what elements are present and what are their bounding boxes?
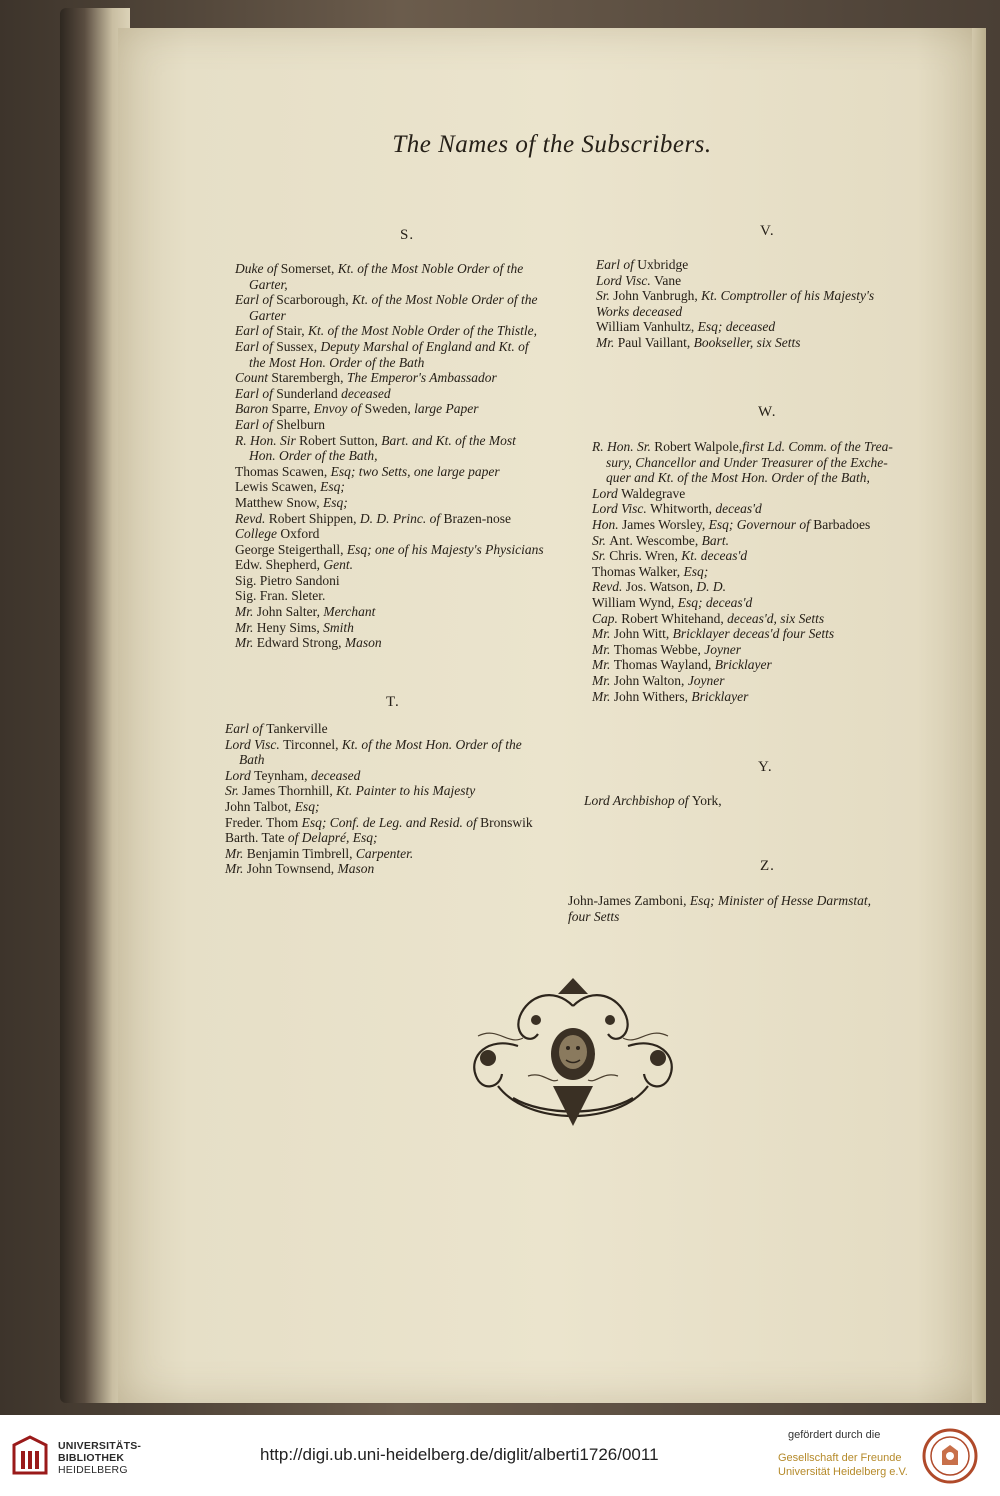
entry-text: Duke xyxy=(235,261,264,276)
entry-text: Kt. of the Most Noble Order of the Thistle, xyxy=(308,323,537,339)
subscriber-entry xyxy=(225,752,533,768)
entry-text: Bronswik xyxy=(480,814,533,830)
subscriber-entry xyxy=(592,626,893,642)
entry-text: Baron xyxy=(235,401,272,417)
entry-text: Teynham, xyxy=(254,767,311,783)
subscriber-entry xyxy=(592,501,893,517)
subscriber-entry xyxy=(235,464,544,480)
subscriber-entry xyxy=(568,909,871,925)
entry-text: Lord xyxy=(592,485,622,501)
section-letter-z: Z. xyxy=(760,858,775,874)
entry-text: Deputy Marshal of England and Kt. of xyxy=(320,338,529,354)
section-letter-v: V. xyxy=(760,223,775,239)
entry-text: Chris. Wren, xyxy=(609,548,682,564)
entry-text: Ant. Wescombe, xyxy=(609,532,702,548)
entry-text: John Walton, xyxy=(613,672,688,688)
entry-text: Smith xyxy=(323,619,354,635)
entry-text: Lord xyxy=(225,767,255,783)
entry-text: Bart. xyxy=(701,532,730,548)
entry-text: Envoy of xyxy=(313,401,365,417)
entry-text: Paul Vaillant, xyxy=(617,334,694,350)
entry-text: Stair, xyxy=(276,323,308,339)
entry-text: Shelburn xyxy=(276,416,326,432)
subscriber-entry xyxy=(592,673,893,689)
subscriber-entry xyxy=(225,721,533,737)
entry-text: John Vanbrugh, xyxy=(613,288,702,304)
entry-text: Uxbridge xyxy=(637,257,689,272)
entry-text: Mason xyxy=(344,635,382,651)
subscriber-entry xyxy=(225,799,533,815)
entry-text: Sunderland xyxy=(276,385,342,401)
entry-text: Sr. xyxy=(225,783,243,799)
entry-text: Carpenter. xyxy=(355,845,414,861)
entry-text: Garter xyxy=(249,307,286,323)
subscriber-entry xyxy=(235,604,544,620)
subscriber-entry xyxy=(568,893,871,909)
entry-text: Mr. xyxy=(225,845,247,861)
subscriber-entry xyxy=(592,470,893,486)
entry-text: of xyxy=(262,338,277,354)
subscriber-entry xyxy=(596,257,874,273)
subscriber-entry xyxy=(235,479,544,495)
entry-text: Sweden, xyxy=(364,401,415,417)
entry-text: of xyxy=(252,721,267,736)
entry-text: Mr. xyxy=(235,619,257,635)
entry-text: Kt. of the Most Hon. Order of the xyxy=(341,736,522,752)
subscribers-list-y xyxy=(584,793,722,809)
entry-text: Esq; Minister of Hesse Darmstat, xyxy=(689,893,871,908)
subscriber-entry xyxy=(235,355,544,371)
entry-text: Esq; one of his Majesty's Physicians xyxy=(346,541,544,557)
subscriber-entry xyxy=(592,455,893,471)
entry-text: John Talbot, xyxy=(225,798,295,814)
entry-text: Mr. xyxy=(235,604,257,620)
subscriber-entry xyxy=(596,273,874,289)
subscriber-entry xyxy=(596,319,874,335)
subscriber-entry xyxy=(235,526,544,542)
entry-text: Lord Visc. xyxy=(596,272,655,288)
entry-text: Kt. Painter to his Majesty xyxy=(336,783,476,799)
entry-text: John Salter, xyxy=(256,604,324,620)
entry-text: Earl xyxy=(235,416,263,432)
subscriber-entry xyxy=(235,635,544,651)
subscriber-entry xyxy=(235,542,544,558)
page-title: The Names of the Subscribers. xyxy=(392,131,712,158)
entry-text: Freder. Thom xyxy=(225,814,302,830)
entry-text: Whitworth, xyxy=(650,501,716,517)
entry-text: D. D. xyxy=(696,579,727,595)
entry-text: Robert Whitehand, xyxy=(621,610,728,626)
entry-text: John-James Zamboni, xyxy=(568,893,690,908)
entry-text: Garter, xyxy=(249,276,288,292)
entry-text: Earl xyxy=(596,257,624,272)
entry-text: James Worsley, xyxy=(622,516,709,532)
entry-text: of xyxy=(262,323,277,339)
book-page xyxy=(118,28,986,1403)
library-name-line1: UNIVERSITÄTS- xyxy=(58,1440,142,1452)
entry-text: Works deceased xyxy=(596,303,683,319)
entry-text: Benjamin Timbrell, xyxy=(246,845,356,861)
entry-text: Edward Strong, xyxy=(256,635,345,651)
entry-text: Barth. Tate xyxy=(225,830,288,846)
library-name-line2: BIBLIOTHEK xyxy=(58,1452,125,1464)
section-letter-y: Y. xyxy=(758,759,773,775)
subscriber-entry xyxy=(235,495,544,511)
entry-text: Count xyxy=(235,370,272,386)
entry-text: Robert Sutton, xyxy=(299,432,382,448)
subscriber-entry xyxy=(592,642,893,658)
entry-text: sury, Chancellor and Under Treasurer of the Exche- xyxy=(606,454,888,470)
entry-text: Robert Walpole, xyxy=(654,439,743,454)
entry-text: Edw. Shepherd, xyxy=(235,557,324,573)
entry-text: Tirconnel, xyxy=(283,736,342,752)
entry-text: Esq; xyxy=(683,563,709,579)
subscriber-entry xyxy=(235,277,544,293)
subscriber-entry xyxy=(225,768,533,784)
entry-text: Joyner xyxy=(687,672,725,688)
entry-text: Lewis Scawen, xyxy=(235,479,321,495)
entry-text: of xyxy=(262,416,277,432)
entry-text: Kt. Comptroller of his Majesty's xyxy=(701,288,875,304)
entry-text: Mr. xyxy=(596,334,618,350)
entry-text: of xyxy=(262,292,277,308)
subscriber-entry xyxy=(235,511,544,527)
entry-text: Mr. xyxy=(235,635,257,651)
entry-text: Esq; xyxy=(320,479,345,495)
entry-text: Brazen-nose xyxy=(443,510,511,526)
entry-text: Kt. of the Most Noble Order of the xyxy=(352,292,538,308)
entry-text: R. Hon. Sr. xyxy=(592,439,655,454)
entry-text: Gent. xyxy=(323,557,353,573)
entry-text: deceased xyxy=(341,385,391,401)
entry-text: Esq; two Setts, one large paper xyxy=(330,463,500,479)
subscribers-list-z xyxy=(568,893,871,924)
subscriber-entry xyxy=(592,579,893,595)
entry-text: Bricklayer xyxy=(691,688,749,704)
subscriber-entry xyxy=(225,830,533,846)
entry-text: Mr. xyxy=(592,688,614,704)
entry-text: Mr. xyxy=(592,657,614,673)
entry-text: Earl xyxy=(225,721,253,736)
entry-text: Revd. xyxy=(235,510,269,526)
section-letter-w: W. xyxy=(758,404,777,420)
entry-text: Esq; deceased xyxy=(697,319,776,335)
subscriber-entry xyxy=(592,439,893,455)
entry-text: College xyxy=(235,526,281,542)
entry-text: Kt. deceas'd xyxy=(681,548,748,564)
subscriber-entry xyxy=(225,737,533,753)
entry-text: York, xyxy=(691,793,722,808)
entry-text: large Paper xyxy=(414,401,479,417)
entry-text: Bath xyxy=(239,752,265,768)
entry-text: John Witt, xyxy=(613,626,673,642)
entry-text: Mason xyxy=(337,861,375,877)
entry-text: Esq; Governour of xyxy=(708,516,814,532)
footer-bar xyxy=(0,1415,1000,1496)
entry-text: Mr. xyxy=(592,626,614,642)
entry-text: Matthew Snow, xyxy=(235,494,323,510)
entry-text: Sig. Fran. Sleter. xyxy=(235,588,326,604)
entry-text: Vane xyxy=(654,272,682,288)
entry-text: Thomas Wayland, xyxy=(613,657,715,673)
entry-text: Tankerville xyxy=(266,721,328,736)
entry-text: R. Hon. Sir xyxy=(235,432,300,448)
subscriber-entry xyxy=(225,846,533,862)
funded-by-label: gefördert durch die xyxy=(788,1429,881,1441)
subscriber-entry xyxy=(235,448,544,464)
university-seal-icon xyxy=(922,1427,978,1485)
section-letter-s: S. xyxy=(400,227,415,243)
entry-text: the Most Hon. Order of the Bath xyxy=(249,354,425,370)
entry-text: Jos. Watson, xyxy=(625,579,697,595)
entry-text: Earl xyxy=(235,338,263,354)
entry-text: of xyxy=(262,385,277,401)
entry-text: Sparre, xyxy=(271,401,314,417)
subscribers-list-t xyxy=(225,721,533,877)
subscriber-entry xyxy=(235,417,544,433)
entry-text: Earl xyxy=(235,292,263,308)
entry-text: Lord Visc. xyxy=(592,501,651,517)
subscriber-entry xyxy=(592,657,893,673)
subscriber-entry xyxy=(592,486,893,502)
subscribers-list-w xyxy=(592,439,893,704)
entry-text: Hon. xyxy=(592,516,622,532)
entry-text: Mr. xyxy=(225,861,247,877)
subscriber-entry xyxy=(235,573,544,589)
entry-text: Scarborough, xyxy=(276,292,353,308)
entry-text: first Ld. Comm. of the Trea- xyxy=(742,439,893,454)
subscriber-entry xyxy=(592,564,893,580)
page-edge xyxy=(972,28,986,1403)
entry-text: Mr. xyxy=(592,641,614,657)
subscriber-entry xyxy=(592,548,893,564)
entry-text: Barbadoes xyxy=(813,516,871,532)
entry-text: Esq; deceas'd xyxy=(677,594,753,610)
entry-text: Earl xyxy=(235,385,263,401)
entry-text: Joyner xyxy=(704,641,742,657)
subscriber-entry xyxy=(596,288,874,304)
subscriber-entry xyxy=(235,557,544,573)
subscriber-entry xyxy=(592,517,893,533)
entry-text: Robert Shippen, xyxy=(268,510,360,526)
entry-text: Sr. xyxy=(592,548,610,564)
entry-text: Sr. xyxy=(592,532,610,548)
entry-text: Waldegrave xyxy=(621,485,686,501)
entry-text: Thomas Scawen, xyxy=(235,463,331,479)
library-name-line3: HEIDELBERG xyxy=(58,1464,128,1476)
entry-text: George Steigerthall, xyxy=(235,541,347,557)
entry-text: of Delapré, Esq; xyxy=(287,830,378,846)
subscriber-entry xyxy=(235,386,544,402)
entry-text: Hon. Order of the Bath, xyxy=(249,448,378,464)
tailpiece-ornament-icon xyxy=(458,976,688,1138)
entry-text: Sr. xyxy=(596,288,614,304)
entry-text: Somerset, xyxy=(280,261,338,276)
entry-text: Merchant xyxy=(323,604,376,620)
entry-text: quer and Kt. of the Most Hon. Order of the Bath, xyxy=(606,470,870,486)
entry-text: Oxford xyxy=(280,526,320,542)
subscriber-entry xyxy=(235,370,544,386)
entry-text: Sussex, xyxy=(276,338,321,354)
section-letter-t: T. xyxy=(386,694,400,710)
subscriber-entry xyxy=(225,861,533,877)
entry-text: deceased xyxy=(310,767,361,783)
subscribers-list-s xyxy=(235,261,544,651)
entry-text: Earl xyxy=(235,323,263,339)
subscriber-entry xyxy=(592,611,893,627)
entry-text: William Wynd, xyxy=(592,594,678,610)
entry-text: four Setts xyxy=(568,908,620,924)
entry-text: Esq; xyxy=(294,798,320,814)
library-logo-icon xyxy=(10,1433,50,1477)
subscriber-entry xyxy=(235,588,544,604)
entry-text: deceas'd xyxy=(715,501,762,517)
entry-text: Lord Visc. xyxy=(225,736,284,752)
subscriber-entry xyxy=(235,433,544,449)
entry-text: Bookseller, six Setts xyxy=(693,334,801,350)
entry-text: D. D. Princ. of xyxy=(359,510,444,526)
subscriber-entry xyxy=(592,533,893,549)
subscriber-entry xyxy=(596,304,874,320)
entry-text: John Withers, xyxy=(613,688,692,704)
entry-text: James Thornhill, xyxy=(242,783,337,799)
subscriber-entry xyxy=(235,401,544,417)
subscriber-entry xyxy=(235,261,544,277)
library-name xyxy=(58,1440,141,1476)
subscriber-entry xyxy=(235,620,544,636)
subscriber-entry xyxy=(235,292,544,308)
entry-text: Esq; Conf. de Leg. and Resid. of xyxy=(301,814,481,830)
entry-text: Thomas Walker, xyxy=(592,563,684,579)
subscriber-entry xyxy=(235,308,544,324)
entry-text: Bart. and Kt. of the Most xyxy=(381,432,516,448)
entry-text: deceas'd, six Setts xyxy=(727,610,825,626)
society-name[interactable] xyxy=(778,1451,908,1479)
subscriber-entry xyxy=(235,339,544,355)
permalink-url[interactable]: http://digi.ub.uni-heidelberg.de/diglit/alberti1726/0011 xyxy=(260,1445,659,1464)
subscriber-entry xyxy=(596,335,874,351)
entry-text: The Emperor's Ambassador xyxy=(346,370,497,386)
entry-text: Kt. of the Most Noble Order of the xyxy=(337,261,524,276)
entry-text: Lord Archbishop xyxy=(584,793,679,808)
entry-text: Revd. xyxy=(592,579,626,595)
subscribers-list-v xyxy=(596,257,874,351)
entry-text: Starembergh, xyxy=(271,370,347,386)
entry-text: Bricklayer xyxy=(714,657,772,673)
subscriber-entry xyxy=(235,323,544,339)
subscriber-entry xyxy=(592,689,893,705)
entry-text: Cap. xyxy=(592,610,622,626)
entry-text: of xyxy=(623,257,638,272)
society-name-line1: Gesellschaft der Freunde xyxy=(778,1452,902,1464)
entry-text: Sig. Pietro Sandoni xyxy=(235,572,340,588)
entry-text: of xyxy=(263,261,281,276)
entry-text: Heny Sims, xyxy=(256,619,324,635)
subscriber-entry xyxy=(225,815,533,831)
entry-text: Bricklayer deceas'd four Setts xyxy=(672,626,835,642)
entry-text: Esq; xyxy=(323,494,348,510)
society-name-line2: Universität Heidelberg e.V. xyxy=(778,1466,908,1478)
entry-text: Mr. xyxy=(592,672,614,688)
entry-text: William Vanhultz, xyxy=(596,319,698,335)
entry-text: Thomas Webbe, xyxy=(613,641,705,657)
entry-text: John Townsend, xyxy=(246,861,338,877)
subscriber-entry xyxy=(225,783,533,799)
subscriber-entry xyxy=(592,595,893,611)
subscriber-entry xyxy=(584,793,722,809)
entry-text: of xyxy=(678,793,692,808)
